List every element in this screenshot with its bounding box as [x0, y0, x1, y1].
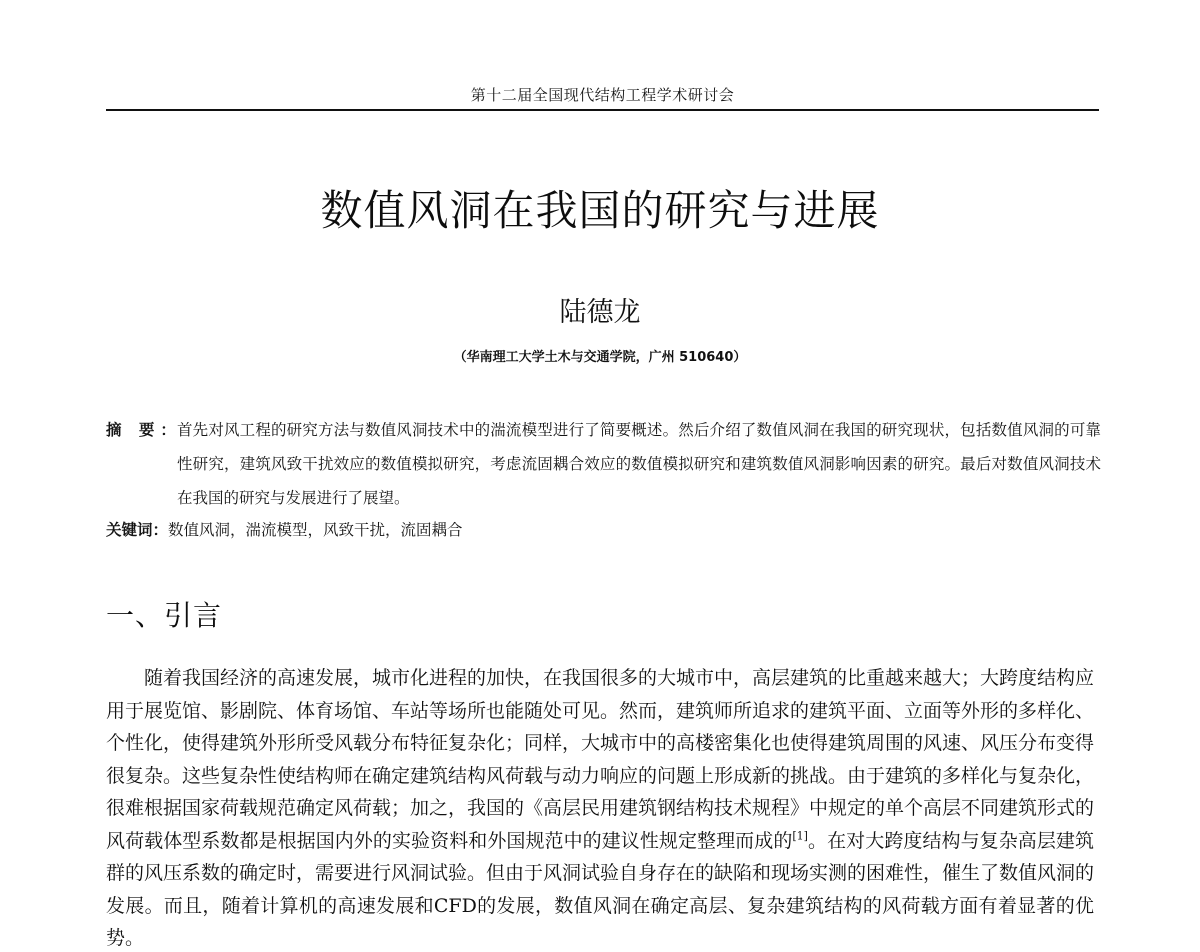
- citation-reference[interactable]: [1]: [792, 829, 808, 843]
- section-heading-introduction: 一、引言: [106, 599, 223, 632]
- keywords-text: 数值风洞，湍流模型，风致干扰，流固耦合: [168, 521, 463, 539]
- paper-title: 数值风洞在我国的研究与进展: [320, 186, 880, 235]
- keywords-label: 关键词：: [106, 521, 169, 539]
- body-paragraph: [106, 662, 1094, 952]
- body-text-part-2: 。在对大跨度结构与复杂高层建筑群的风压系数的确定时，需要进行风洞试验。但由于风洞试验自身存在的缺陷和现场实测的困难性，催生了数值风洞的发展。而且，随着计算机的高速发展和CFD的发展，数值风洞在确定高层、复杂建筑结构的风荷载方面有着显著的优势。: [106, 829, 1095, 949]
- body-text-part-1: 随着我国经济的高速发展，城市化进程的加快，在我国很多的大城市中，高层建筑的比重越来越大；大跨度结构应用于展览馆、影剧院、体育场馆、车站等场所也能随处可见。然而，建筑师所追求的建筑平面、立面等外形的多样化、个性化，使得建筑外形所受风载分布特征复杂化；同样，大城市中的高楼密集化也使得建筑周围的风速、风压分布变得很复杂。这些复杂性使结构师在确定建筑结构风荷载与动力响应的问题上形成新的挑战。由于建筑的多样化与复杂化，很难根据国家荷载规范确定风荷载；加之，我国的《高层民用建筑钢结构技术规程》中规定的单个高层不同建筑形式的风荷载体型系数都是根据国内外的实验资料和外国规范中的建议性规定整理而成的: [106, 667, 1095, 852]
- running-header: 第十二届全国现代结构工程学术研讨会: [470, 86, 735, 104]
- abstract-text: 首先对风工程的研究方法与数值风洞技术中的湍流模型进行了简要概述。然后介绍了数值风洞在我国的研究现状，包括数值风洞的可靠性研究，建筑风致干扰效应的数值模拟研究，考虑流固耦合效应的数值模拟研究和建筑数值风洞影响因素的研究。最后对数值风洞技术在我国的研究与发展进行了展望。: [177, 421, 1101, 507]
- author-name: 陆德龙: [559, 297, 641, 328]
- keywords-block: [106, 513, 1101, 547]
- author-affiliation: （华南理工大学土木与交通学院，广州 510640）: [453, 350, 747, 365]
- abstract-block: [106, 413, 1101, 515]
- abstract-label: 摘 要：: [106, 421, 182, 439]
- header-rule: [106, 109, 1099, 111]
